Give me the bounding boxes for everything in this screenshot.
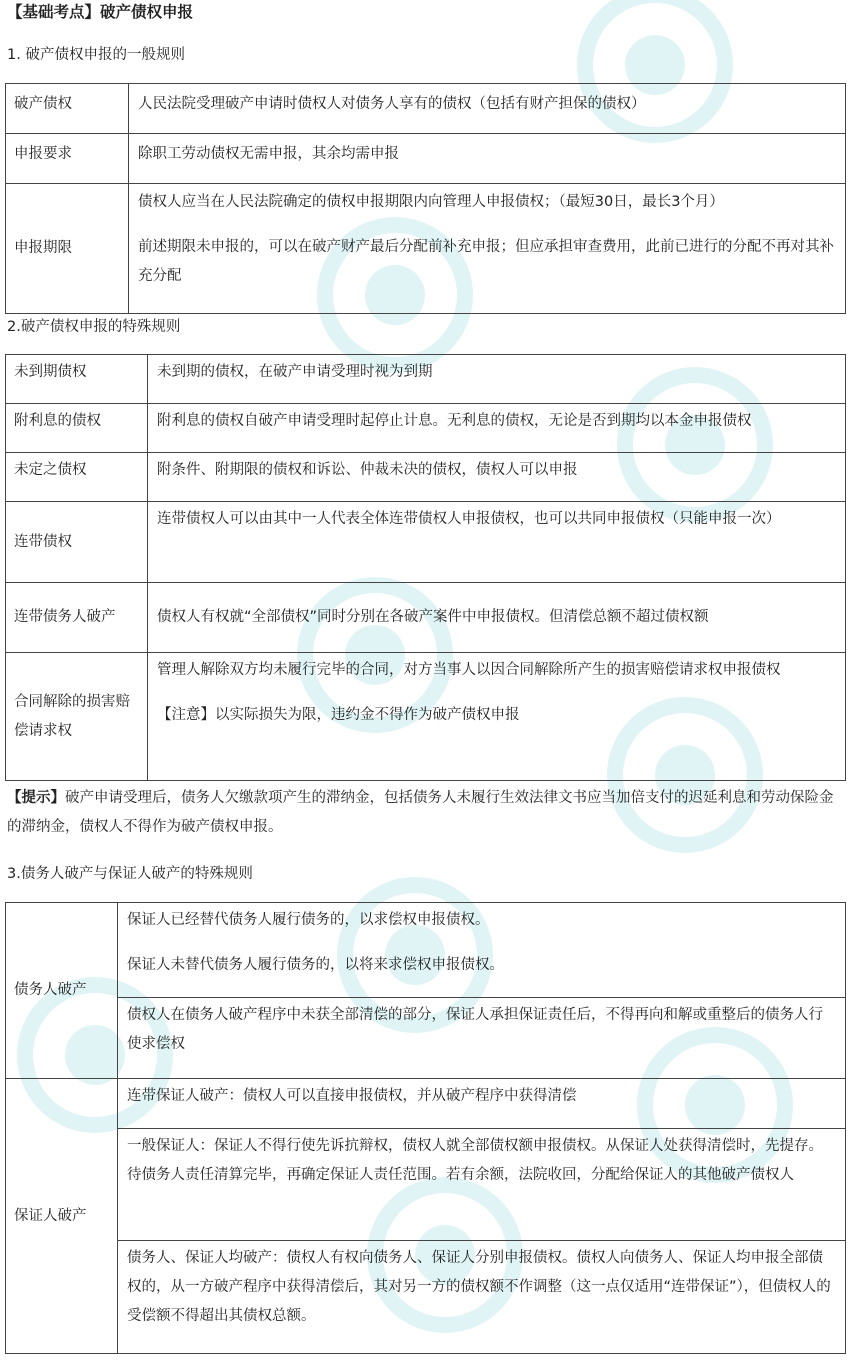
paragraph: 保证人已经替代债务人履行债务的，以求偿权申报债权。 xyxy=(127,912,490,928)
table-row xyxy=(6,583,846,653)
paragraph: 债权人应当在人民法院确定的债权申报期限内向管理人申报债权；（最短30日，最长3个月） xyxy=(138,194,724,210)
special-rules-table xyxy=(5,354,846,781)
row-label: 连带债权 xyxy=(6,502,148,583)
page-title: 【基础考点】破产债权申报 xyxy=(7,3,194,21)
row-label: 申报期限 xyxy=(6,184,129,314)
row-content xyxy=(148,653,846,781)
row-content: 除职工劳动债权无需申报，其余均需申报 xyxy=(129,134,846,184)
table-row xyxy=(6,453,846,502)
row-content: 债权人有权就“全部债权”同时分别在各破产案件中申报债权。但清偿总额不超过债权额 xyxy=(148,583,846,653)
section-title-special-rules: 2.破产债权申报的特殊规则 xyxy=(7,319,181,335)
paragraph: 前述期限未申报的，可以在破产财产最后分配前补充申报；但应承担审查费用，此前已进行的分配不再对其补充分配 xyxy=(138,239,834,284)
table-row xyxy=(6,355,846,404)
table-row xyxy=(6,998,846,1079)
row-label: 连带债务人破产 xyxy=(6,583,148,653)
row-content: 附利息的债权自破产申请受理时起停止计息。无利息的债权，无论是否到期均以本金申报债权 xyxy=(148,404,846,453)
row-label: 合同解除的损害赔偿请求权 xyxy=(6,653,148,781)
tip-tag: 【提示】 xyxy=(7,790,65,806)
table-row xyxy=(6,502,846,583)
table-row xyxy=(6,84,846,134)
debtor-guarantor-table xyxy=(5,902,846,1354)
row-content: 人民法院受理破产申请时债权人对债务人享有的债权（包括有财产担保的债权） xyxy=(129,84,846,134)
row-content: 债务人、保证人均破产：债权人有权向债务人、保证人分别申报债权。债权人向债务人、保证人均申报全部债权的，从一方破产程序中获得清偿后，其对另一方的债权额不作调整（这一点仅适用“连带保证”），但债权人的受偿额不得超出其债权总额。 xyxy=(118,1241,846,1354)
row-label: 未定之债权 xyxy=(6,453,148,502)
row-content xyxy=(118,903,846,998)
table-row xyxy=(6,903,846,998)
row-content: 附条件、附期限的债权和诉讼、仲裁未决的债权，债权人可以申报 xyxy=(148,453,846,502)
table-row xyxy=(6,134,846,184)
tip-note xyxy=(7,784,847,842)
row-label: 未到期债权 xyxy=(6,355,148,404)
row-label: 保证人破产 xyxy=(6,1079,118,1354)
row-content xyxy=(129,184,846,314)
row-content: 一般保证人：保证人不得行使先诉抗辩权，债权人就全部债权额申报债权。从保证人处获得清偿时，先提存。待债务人责任清算完毕，再确定保证人责任范围。若有余额，法院收回，分配给保证人的其他破产债权人 xyxy=(118,1129,846,1241)
paragraph: 保证人未替代债务人履行债务的，以将来求偿权申报债权。 xyxy=(127,957,504,973)
row-label: 申报要求 xyxy=(6,134,129,184)
row-label: 附利息的债权 xyxy=(6,404,148,453)
row-content: 连带债权人可以由其中一人代表全体连带债权人申报债权，也可以共同申报债权（只能申报一次） xyxy=(148,502,846,583)
paragraph: 管理人解除双方均未履行完毕的合同，对方当事人以因合同解除所产生的损害赔偿请求权申报债权 xyxy=(157,662,781,678)
section-title-general-rules: 1. 破产债权申报的一般规则 xyxy=(7,47,185,63)
row-label: 破产债权 xyxy=(6,84,129,134)
general-rules-table xyxy=(5,83,846,314)
row-content: 债权人在债务人破产程序中未获全部清偿的部分，保证人承担保证责任后，不得再向和解或重整后的债务人行使求偿权 xyxy=(118,998,846,1079)
table-row xyxy=(6,1079,846,1129)
paragraph: 【注意】以实际损失为限，违约金不得作为破产债权申报 xyxy=(157,707,520,723)
table-row xyxy=(6,653,846,781)
row-content: 连带保证人破产：债权人可以直接申报债权，并从破产程序中获得清偿 xyxy=(118,1079,846,1129)
table-row xyxy=(6,1241,846,1354)
table-row xyxy=(6,184,846,314)
row-content: 未到期的债权，在破产申请受理时视为到期 xyxy=(148,355,846,404)
section-title-debtor-guarantor-rules: 3.债务人破产与保证人破产的特殊规则 xyxy=(7,866,253,882)
tip-text: 破产申请受理后，债务人欠缴款项产生的滞纳金，包括债务人未履行生效法律文书应当加倍支付的迟延利息和劳动保险金的滞纳金，债权人不得作为破产债权申报。 xyxy=(7,790,834,835)
row-label: 债务人破产 xyxy=(6,903,118,1079)
table-row xyxy=(6,1129,846,1241)
table-row xyxy=(6,404,846,453)
